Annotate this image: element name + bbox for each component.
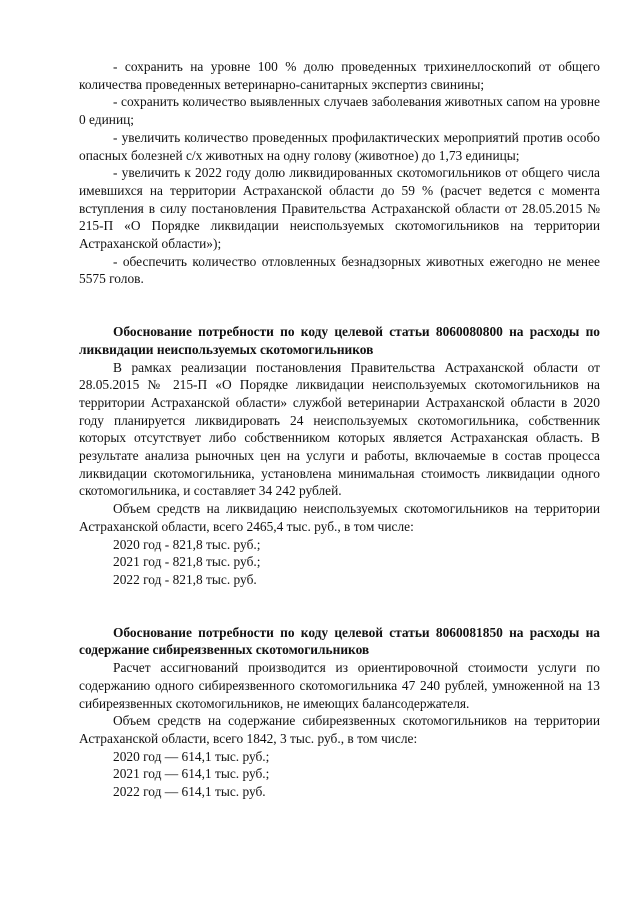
section1-year-line: 2020 год - 821,8 тыс. руб.; (113, 536, 261, 552)
section1-year-line: 2021 год - 821,8 тыс. руб.; (113, 554, 261, 570)
section2-paragraph: Объем средств на содержание сибиреязвенных скотомогильников на территории Астраханской области, всего 1842, 3 тыс. руб., в том числе: (79, 713, 600, 746)
section1-paragraph: В рамках реализации постановления Правительства Астраханской области от 28.05.2015 № 215-П «О Порядке ликвидации неиспользуемых скотомогильников на территории Астраханской области» службой ветеринарии Астраханской области в 2020 году планируется ликвидировать 24 неиспользуемых скотомогильника, собственник которых отсутствует либо собственником которых является Астраханская область. В результате анализа рыночных цен на услуги и работы, включаемые в состав процесса ликвидации скотомогильника, установлена минимальная стоимость ликвидации одного скотомогильника, и составляет 34 242 рублей. (79, 359, 600, 499)
document-page (79, 58, 600, 801)
section-gap (79, 288, 600, 323)
intro-item: - сохранить количество выявленных случаев заболевания животных сапом на уровне 0 единиц; (79, 94, 600, 128)
intro-item: - обеспечить количество отловленных безнадзорных животных ежегодно не менее 5575 голов. (79, 253, 600, 287)
section1-paragraph: Объем средств на ликвидацию неиспользуемых скотомогильников на территории Астраханской области, всего 2465,4 тыс. руб., в том числе: (79, 501, 600, 534)
intro-item: - сохранить на уровне 100 % долю проведенных трихинеллоскопий от общего количества проведенных ветеринарно-санитарных экспертиз свинины; (79, 59, 600, 92)
section2-year-line: 2022 год — 614,1 тыс. руб. (113, 784, 266, 800)
section1-heading: Обоснование потребности по коду целевой статьи 8060080800 на расходы по ликвидации неиспользуемых скотомогильников (79, 324, 600, 357)
section2-paragraph: Расчет ассигнований производится из ориентировочной стоимости услуги по содержанию одного сибиреязвенного скотомогильника 47 240 рублей, умноженной на 13 сибиреязвенных скотомогильников, не имеющих балансодержателя. (79, 660, 600, 711)
section2-year-line: 2021 год — 614,1 тыс. руб.; (113, 766, 270, 782)
intro-item: - увеличить количество проведенных профилактических мероприятий против особо опасных болезней с/х животных на одну голову (животное) до 1,73 единицы; (79, 129, 600, 163)
section-gap (79, 589, 600, 624)
section2-year-line: 2020 год — 614,1 тыс. руб.; (113, 748, 270, 764)
section1-year-line: 2022 год - 821,8 тыс. руб. (113, 571, 257, 587)
section2-heading: Обоснование потребности по коду целевой статьи 8060081850 на расходы на содержание сибиреязвенных скотомогильников (79, 624, 600, 658)
intro-item: - увеличить к 2022 году долю ликвидированных скотомогильников от общего числа имевшихся на территории Астраханской области до 59 % (расчет ведется с момента вступления в силу постановления Правительства Астраханской области от 28.05.2015 № 215-П «О Порядке ликвидации неиспользуемых скотомогильников на территории Астраханской области»); (79, 165, 600, 252)
